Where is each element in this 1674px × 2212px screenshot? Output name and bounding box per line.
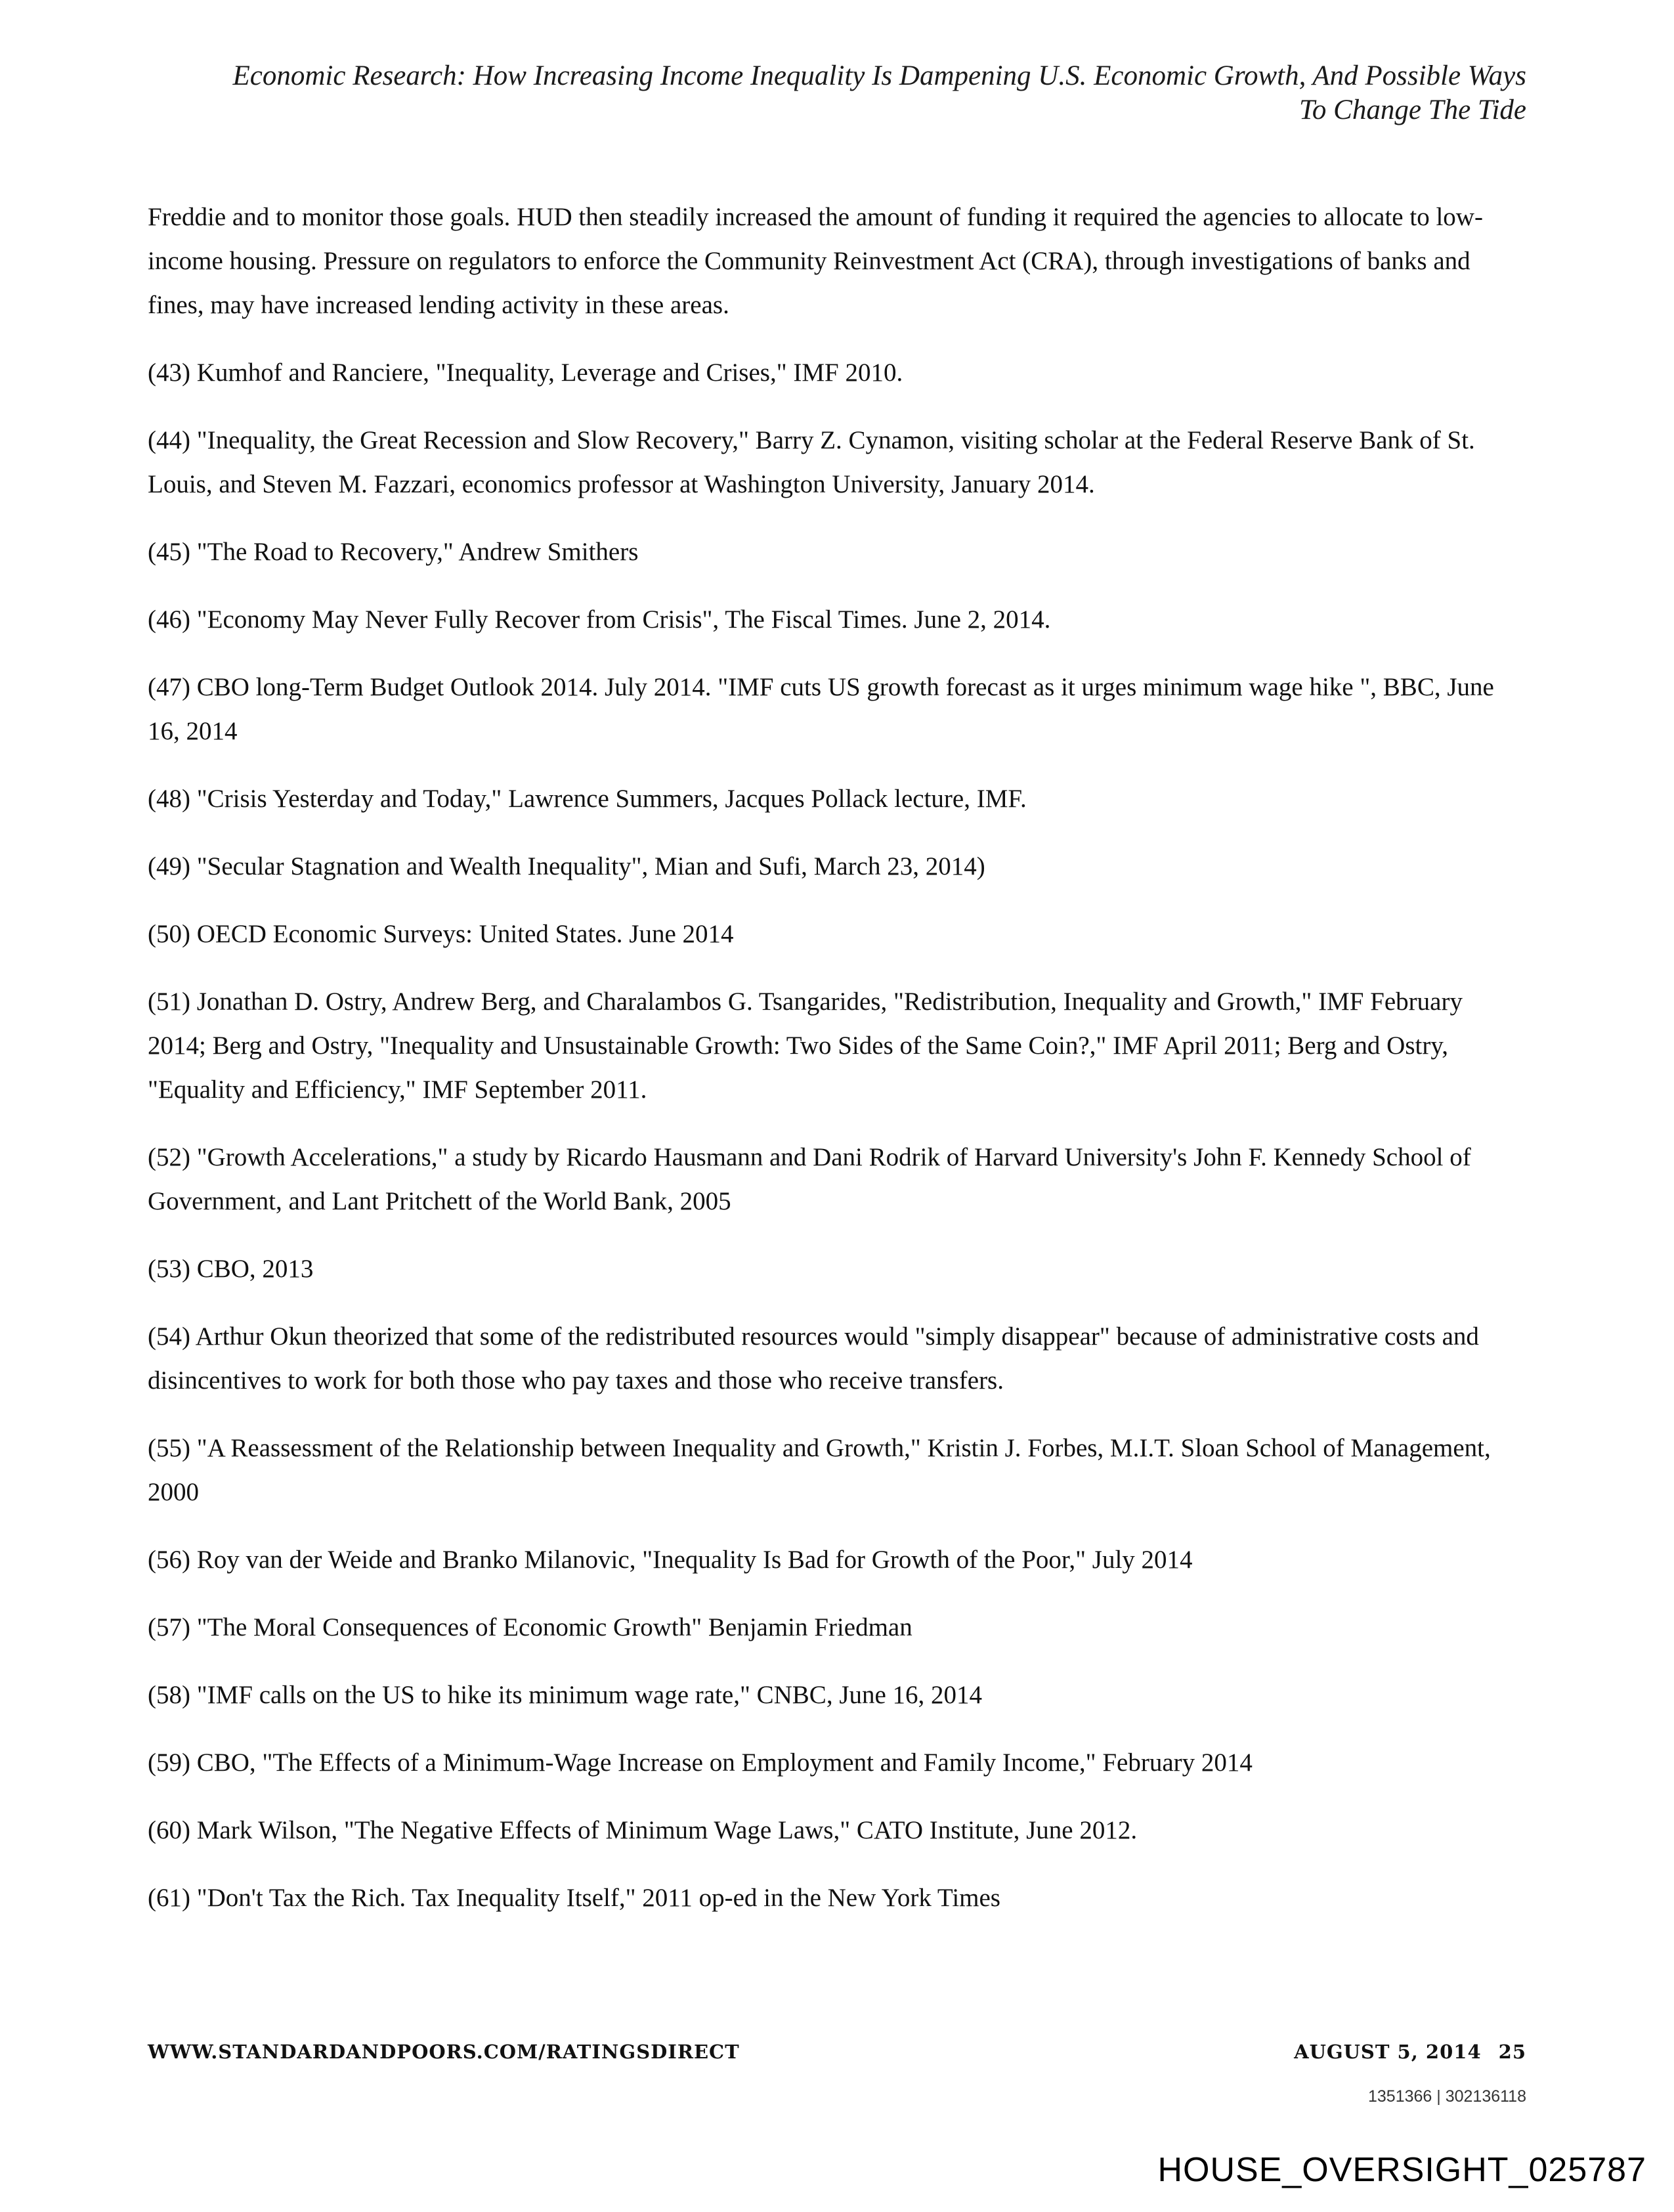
endnote-44: (44) "Inequality, the Great Recession and Slow Recovery," Barry Z. Cynamon, visiting scholar at the Federal Reserve Bank of St. Louis, and Steven M. Fazzari, economics professor at Washington University, January 2014. [148,426,1475,498]
footer-date-page [1294,2041,1526,2063]
endnote-61: (61) "Don't Tax the Rich. Tax Inequality Itself," 2011 op-ed in the New York Times [148,1884,1000,1912]
bates-stamp: HOUSE_OVERSIGHT_025787 [1157,2151,1646,2189]
endnote-49: (49) "Secular Stagnation and Wealth Inequality", Mian and Sufi, March 23, 2014) [148,852,985,880]
endnote-48: (48) "Crisis Yesterday and Today," Lawrence Summers, Jacques Pollack lecture, IMF. [148,785,1027,813]
endnote-51: (51) Jonathan D. Ostry, Andrew Berg, and Charalambos G. Tsangarides, "Redistribution, Inequality and Growth," IMF February 2014; Berg and Ostry, "Inequality and Unsustainable Growth: Two Sides of the Same Coin?," IMF April 2011; Berg and Ostry, "Equality and Efficiency," IMF September 2011. [148,987,1463,1104]
footer-website-link[interactable]: WWW.STANDARDANDPOORS.COM/RATINGSDIRECT [148,2041,740,2063]
running-header [148,59,1526,127]
endnote-43: (43) Kumhof and Ranciere, "Inequality, Leverage and Crises," IMF 2010. [148,358,903,387]
endnote-55: (55) "A Reassessment of the Relationship between Inequality and Growth," Kristin J. Forbes, M.I.T. Sloan School of Management, 2000 [148,1434,1491,1506]
endnote-52: (52) "Growth Accelerations," a study by Ricardo Hausmann and Dani Rodrik of Harvard University's John F. Kennedy School of Government, and Lant Pritchett of the World Bank, 2005 [148,1143,1471,1215]
page-number: 25 [1498,2041,1526,2063]
continued-note-paragraph: Freddie and to monitor those goals. HUD then steadily increased the amount of funding it required the agencies to allocate to low-income housing. Pressure on regulators to enforce the Community Reinvestment Act (CRA), through investigations of banks and fines, may have increased lending activity in these areas. [148,203,1483,319]
document-ids: 1351366 | 302136118 [1368,2087,1526,2106]
endnote-50: (50) OECD Economic Surveys: United States. June 2014 [148,920,734,948]
running-header-line-1: Economic Research: How Increasing Income Inequality Is Dampening U.S. Economic Growth, And Possible Ways [232,60,1526,91]
endnote-54: (54) Arthur Okun theorized that some of the redistributed resources would "simply disappear" because of administrative costs and disincentives to work for both those who pay taxes and those who receive transfers. [148,1322,1479,1395]
endnote-57: (57) "The Moral Consequences of Economic Growth" Benjamin Friedman [148,1613,912,1641]
endnote-45: (45) "The Road to Recovery," Andrew Smithers [148,538,639,566]
endnote-59: (59) CBO, "The Effects of a Minimum-Wage Increase on Employment and Family Income," February 2014 [148,1748,1253,1777]
endnote-60: (60) Mark Wilson, "The Negative Effects of Minimum Wage Laws," CATO Institute, June 2012. [148,1816,1138,1844]
endnote-58: (58) "IMF calls on the US to hike its minimum wage rate," CNBC, June 16, 2014 [148,1681,983,1709]
endnote-46: (46) "Economy May Never Fully Recover from Crisis", The Fiscal Times. June 2, 2014. [148,605,1051,634]
endnote-47: (47) CBO long-Term Budget Outlook 2014. July 2014. "IMF cuts US growth forecast as it urges minimum wage hike ", BBC, June 16, 2014 [148,673,1494,745]
footer-date: AUGUST 5, 2014 [1294,2041,1482,2063]
endnote-53: (53) CBO, 2013 [148,1255,314,1283]
endnote-56: (56) Roy van der Weide and Branko Milanovic, "Inequality Is Bad for Growth of the Poor," July 2014 [148,1546,1193,1574]
endnotes-body [148,195,1520,1943]
running-header-line-2: To Change The Tide [1298,95,1526,125]
